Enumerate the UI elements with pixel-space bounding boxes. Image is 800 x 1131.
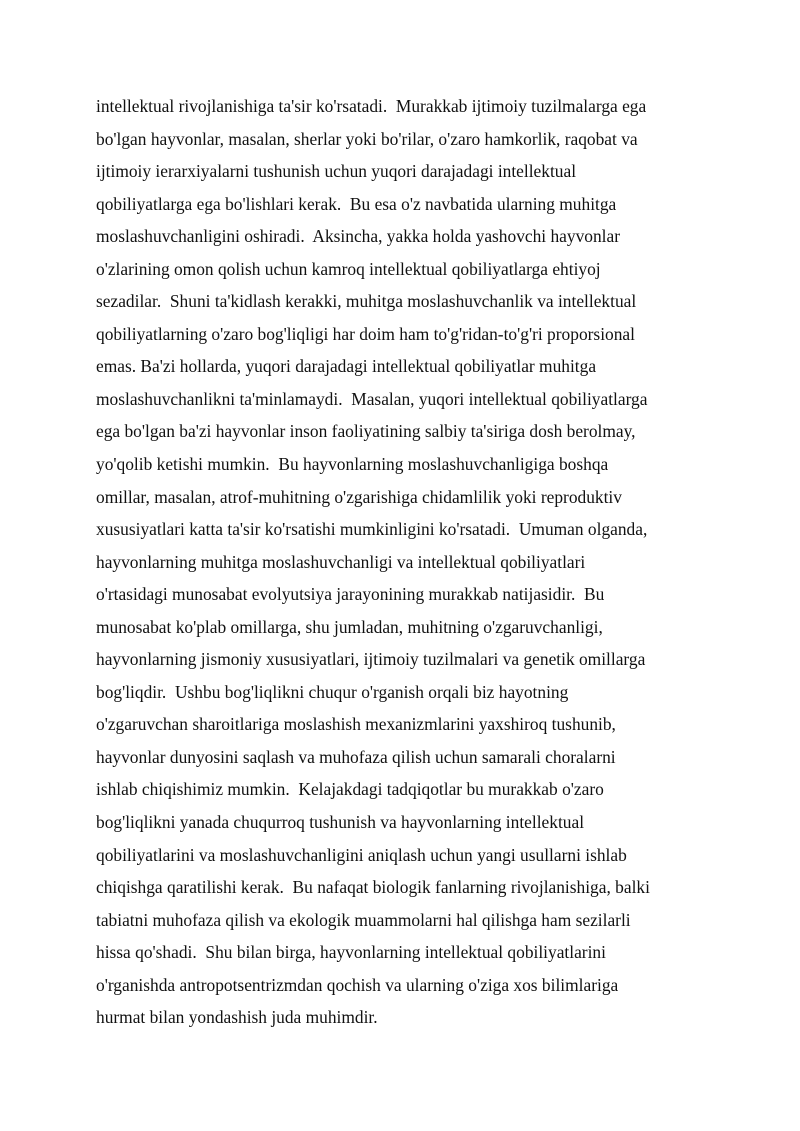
text-line: hayvonlar dunyosini saqlash va muhofaza qilish uchun samarali choralarni — [96, 746, 616, 767]
text-line: qobiliyatlarga ega bo'lishlari kerak. Bu esa o'z navbatida ularning muhitga — [96, 193, 617, 214]
text-line: sezadilar. Shuni ta'kidlash kerakki, muhitga moslashuvchanlik va intellektual — [96, 291, 637, 312]
text-line: hayvonlarning jismoniy xususiyatlari, ijtimoiy tuzilmalari va genetik omillarga — [96, 649, 646, 670]
text-line: hissa qo'shadi. Shu bilan birga, hayvonlarning intellektual qobiliyatlarini — [96, 942, 606, 963]
text-line: chiqishga qaratilishi kerak. Bu nafaqat biologik fanlarning rivojlanishiga, balki — [96, 877, 650, 898]
text-line: xususiyatlari katta ta'sir ko'rsatishi mumkinligini ko'rsatadi. Umuman olganda, — [96, 519, 648, 540]
text-line: bog'liqlikni yanada chuqurroq tushunish va hayvonlarning intellektual — [96, 812, 585, 833]
text-line: qobiliyatlarini va moslashuvchanligini aniqlash uchun yangi usullarni ishlab — [96, 844, 627, 865]
text-line: hayvonlarning muhitga moslashuvchanligi va intellektual qobiliyatlari — [96, 551, 586, 572]
text-line: munosabat ko'plab omillarga, shu jumladan, muhitning o'zgaruvchanligi, — [96, 616, 603, 637]
text-line: yo'qolib ketishi mumkin. Bu hayvonlarning moslashuvchanligiga boshqa — [96, 454, 609, 475]
text-line: ijtimoiy ierarxiyalarni tushunish uchun yuqori darajadagi intellektual — [96, 161, 577, 182]
text-line: ishlab chiqishimiz mumkin. Kelajakdagi tadqiqotlar bu murakkab o'zaro — [96, 779, 604, 800]
text-line: o'rtasidagi munosabat evolyutsiya jarayonining murakkab natijasidir. Bu — [96, 584, 605, 605]
text-line: bo'lgan hayvonlar, masalan, sherlar yoki bo'rilar, o'zaro hamkorlik, raqobat va — [96, 128, 638, 149]
text-line: emas. Ba'zi hollarda, yuqori darajadagi intellektual qobiliyatlar muhitga — [96, 356, 597, 377]
text-line: moslashuvchanlikni ta'minlamaydi. Masalan, yuqori intellektual qobiliyatlarga — [96, 388, 648, 409]
text-line: tabiatni muhofaza qilish va ekologik muammolarni hal qilishga ham sezilarli — [96, 909, 631, 930]
text-line: moslashuvchanligini oshiradi. Aksincha, yakka holda yashovchi hayvonlar — [96, 226, 621, 247]
text-line: hurmat bilan yondashish juda muhimdir. — [96, 1007, 378, 1028]
text-line: omillar, masalan, atrof-muhitning o'zgarishiga chidamlilik yoki reproduktiv — [96, 486, 622, 507]
text-line: ega bo'lgan ba'zi hayvonlar inson faoliyatining salbiy ta'siriga dosh berolmay, — [96, 421, 636, 442]
text-line: qobiliyatlarning o'zaro bog'liqligi har doim ham to'g'ridan-to'g'ri proporsional — [96, 323, 635, 344]
text-line: o'rganishda antropotsentrizmdan qochish va ularning o'ziga xos bilimlariga — [96, 974, 619, 995]
text-line: intellektual rivojlanishiga ta'sir ko'rsatadi. Murakkab ijtimoiy tuzilmalarga ega — [96, 96, 647, 116]
text-line: o'zgaruvchan sharoitlariga moslashish mexanizmlarini yaxshiroq tushunib, — [96, 714, 616, 735]
text-line: o'zlarining omon qolish uchun kamroq intellektual qobiliyatlarga ehtiyoj — [96, 258, 601, 279]
text-line: bog'liqdir. Ushbu bog'liqlikni chuqur o'rganish orqali biz hayotning — [96, 681, 569, 702]
body-paragraph — [96, 90, 716, 1034]
